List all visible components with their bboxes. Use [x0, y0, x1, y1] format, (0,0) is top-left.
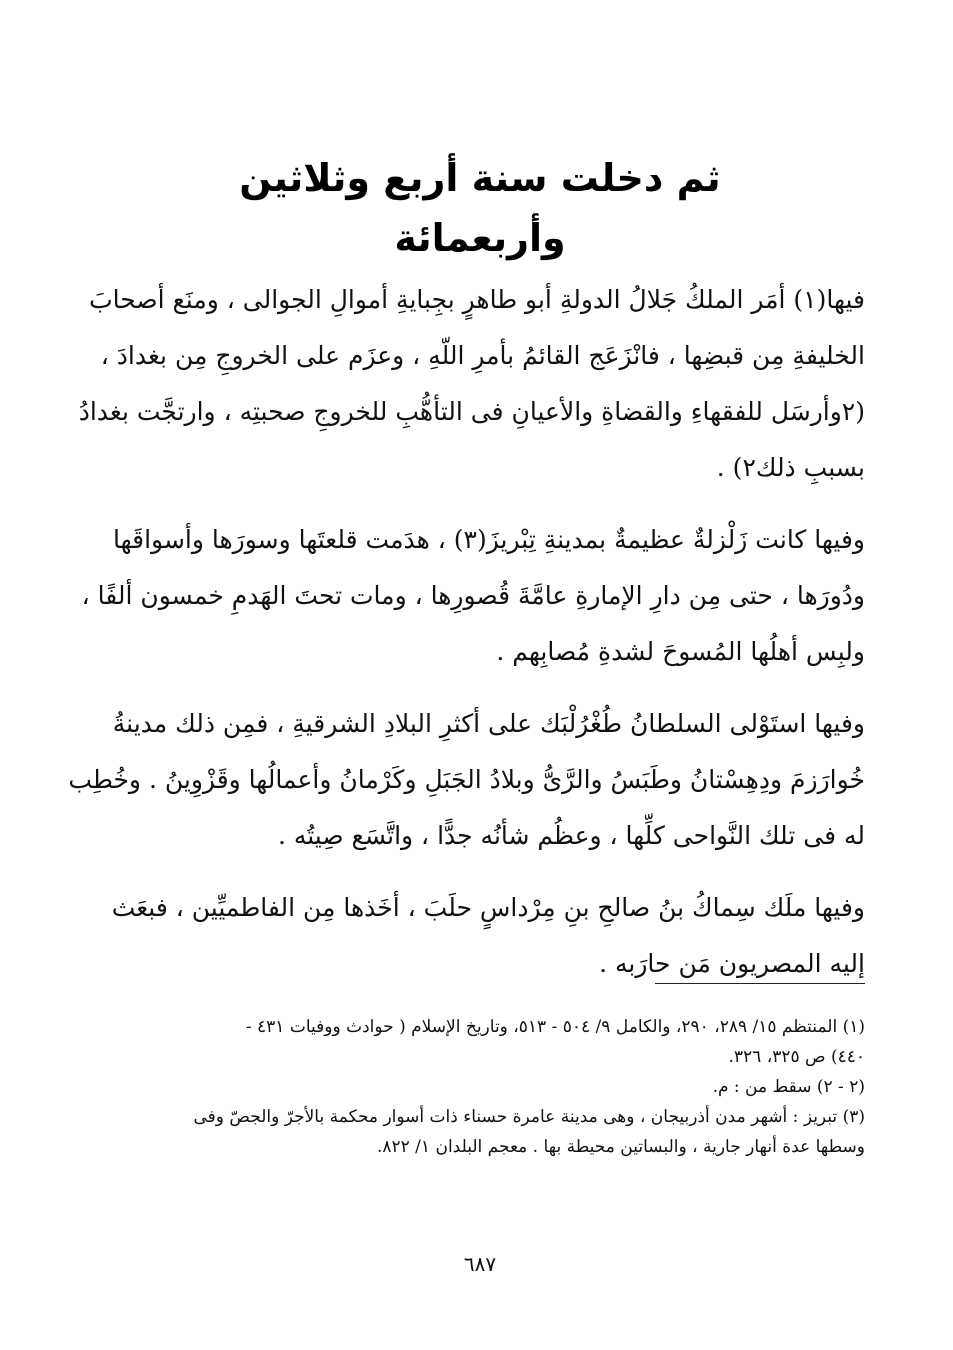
- footnote-1: [150, 1012, 865, 1072]
- footnote-line: وسطها عدة أنهار جارية ، والبساتين محيطة بها . معجم البلدان ١/ ٨٢٢.: [376, 1137, 865, 1157]
- text-line: الخليفةِ مِن قبضِها ، فانْزَعَج القائمُ بأمرِ اللّهِ ، وعزَم على الخروجِ مِن بغدادَ ،: [100, 341, 865, 370]
- footnote-3: [150, 1102, 865, 1162]
- main-text: [68, 272, 865, 1008]
- paragraph-2: [81, 512, 865, 680]
- paragraph-3: [68, 696, 865, 864]
- footnote-separator: [655, 983, 865, 984]
- text-line: ودُورَها ، حتى مِن دارِ الإمارةِ عامَّةَ قُصورِها ، ومات تحتَ الهَدمِ خمسون ألفًا ،: [81, 581, 865, 610]
- footnote-line: ٤٤٠) ص ٣٢٥، ٣٢٦.: [728, 1047, 865, 1067]
- footnotes: [150, 1012, 865, 1162]
- text-line: خُوارَزمَ ودِهِسْتانُ وطَبَسُ والرَّىُّ وبلادُ الجَبَلِ وكَرْمانُ وأعمالُها وقَزْوِينُ . وخُطِب: [68, 765, 865, 794]
- paragraph-1: [78, 272, 865, 496]
- text-line: وفيها ملَك سِماكُ بنُ صالحِ بنِ مِرْداسٍ حلَبَ ، أخَذها مِن الفاطميِّين ، فبعَث: [111, 893, 865, 922]
- text-line: وفيها كانت زَلْزلةٌ عظيمةٌ بمدينةِ تِبْريزَ(٣) ، هدَمت قلعتَها وسورَها وأسواقَها: [113, 525, 865, 554]
- text-line: فيها(١) أمَر الملكُ جَلالُ الدولةِ أبو طاهرٍ بجِبايةِ أموالِ الجوالى ، ومنَع أصحابَ: [89, 285, 865, 314]
- text-line: ولبِس أهلُها المُسوحَ لشدةِ مُصابِهم .: [496, 637, 865, 666]
- footnote-2: [150, 1072, 865, 1102]
- footnote-line: (٢ - ٢) سقط من : م.: [712, 1077, 865, 1097]
- footnote-line: (١) المنتظم ١٥/ ٢٨٩، ٢٩٠، والكامل ٩/ ٥٠٤ - ٥١٣، وتاريخ الإسلام ( حوادث ووفيات ٤٣١ -: [245, 1017, 865, 1037]
- page-number: ٦٨٧: [463, 1252, 497, 1276]
- text-line: وفيها استَوْلى السلطانُ طُغْرُلْبَك على أكثرِ البلادِ الشرقيةِ ، فمِن ذلك مدينةُ: [112, 709, 865, 738]
- footnote-line: (٣) تبريز : أشهر مدن أذربيجان ، وهى مدينة عامرة حسناء ذات أسوار محكمة بالأجرّ والجصّ وفى: [193, 1107, 865, 1127]
- paragraph-4: [111, 880, 865, 992]
- text-line: إليه المصريون مَن حارَبه .: [599, 949, 865, 978]
- text-line: بسببِ ذلك٢) .: [716, 453, 865, 482]
- chapter-title: ثم دخلت سنة أربع وثلاثين وأربعمائة: [239, 156, 721, 260]
- text-line: له فى تلك النَّواحى كلِّها ، وعظُم شأنُه جدًّا ، واتَّسَع صِيتُه .: [277, 821, 865, 850]
- text-line: (٢وأرسَل للفقهاءِ والقضاةِ والأعيانِ فى التأهُّبِ للخروجِ صحبتِه ، وارتجَّت بغدادُ: [78, 397, 865, 426]
